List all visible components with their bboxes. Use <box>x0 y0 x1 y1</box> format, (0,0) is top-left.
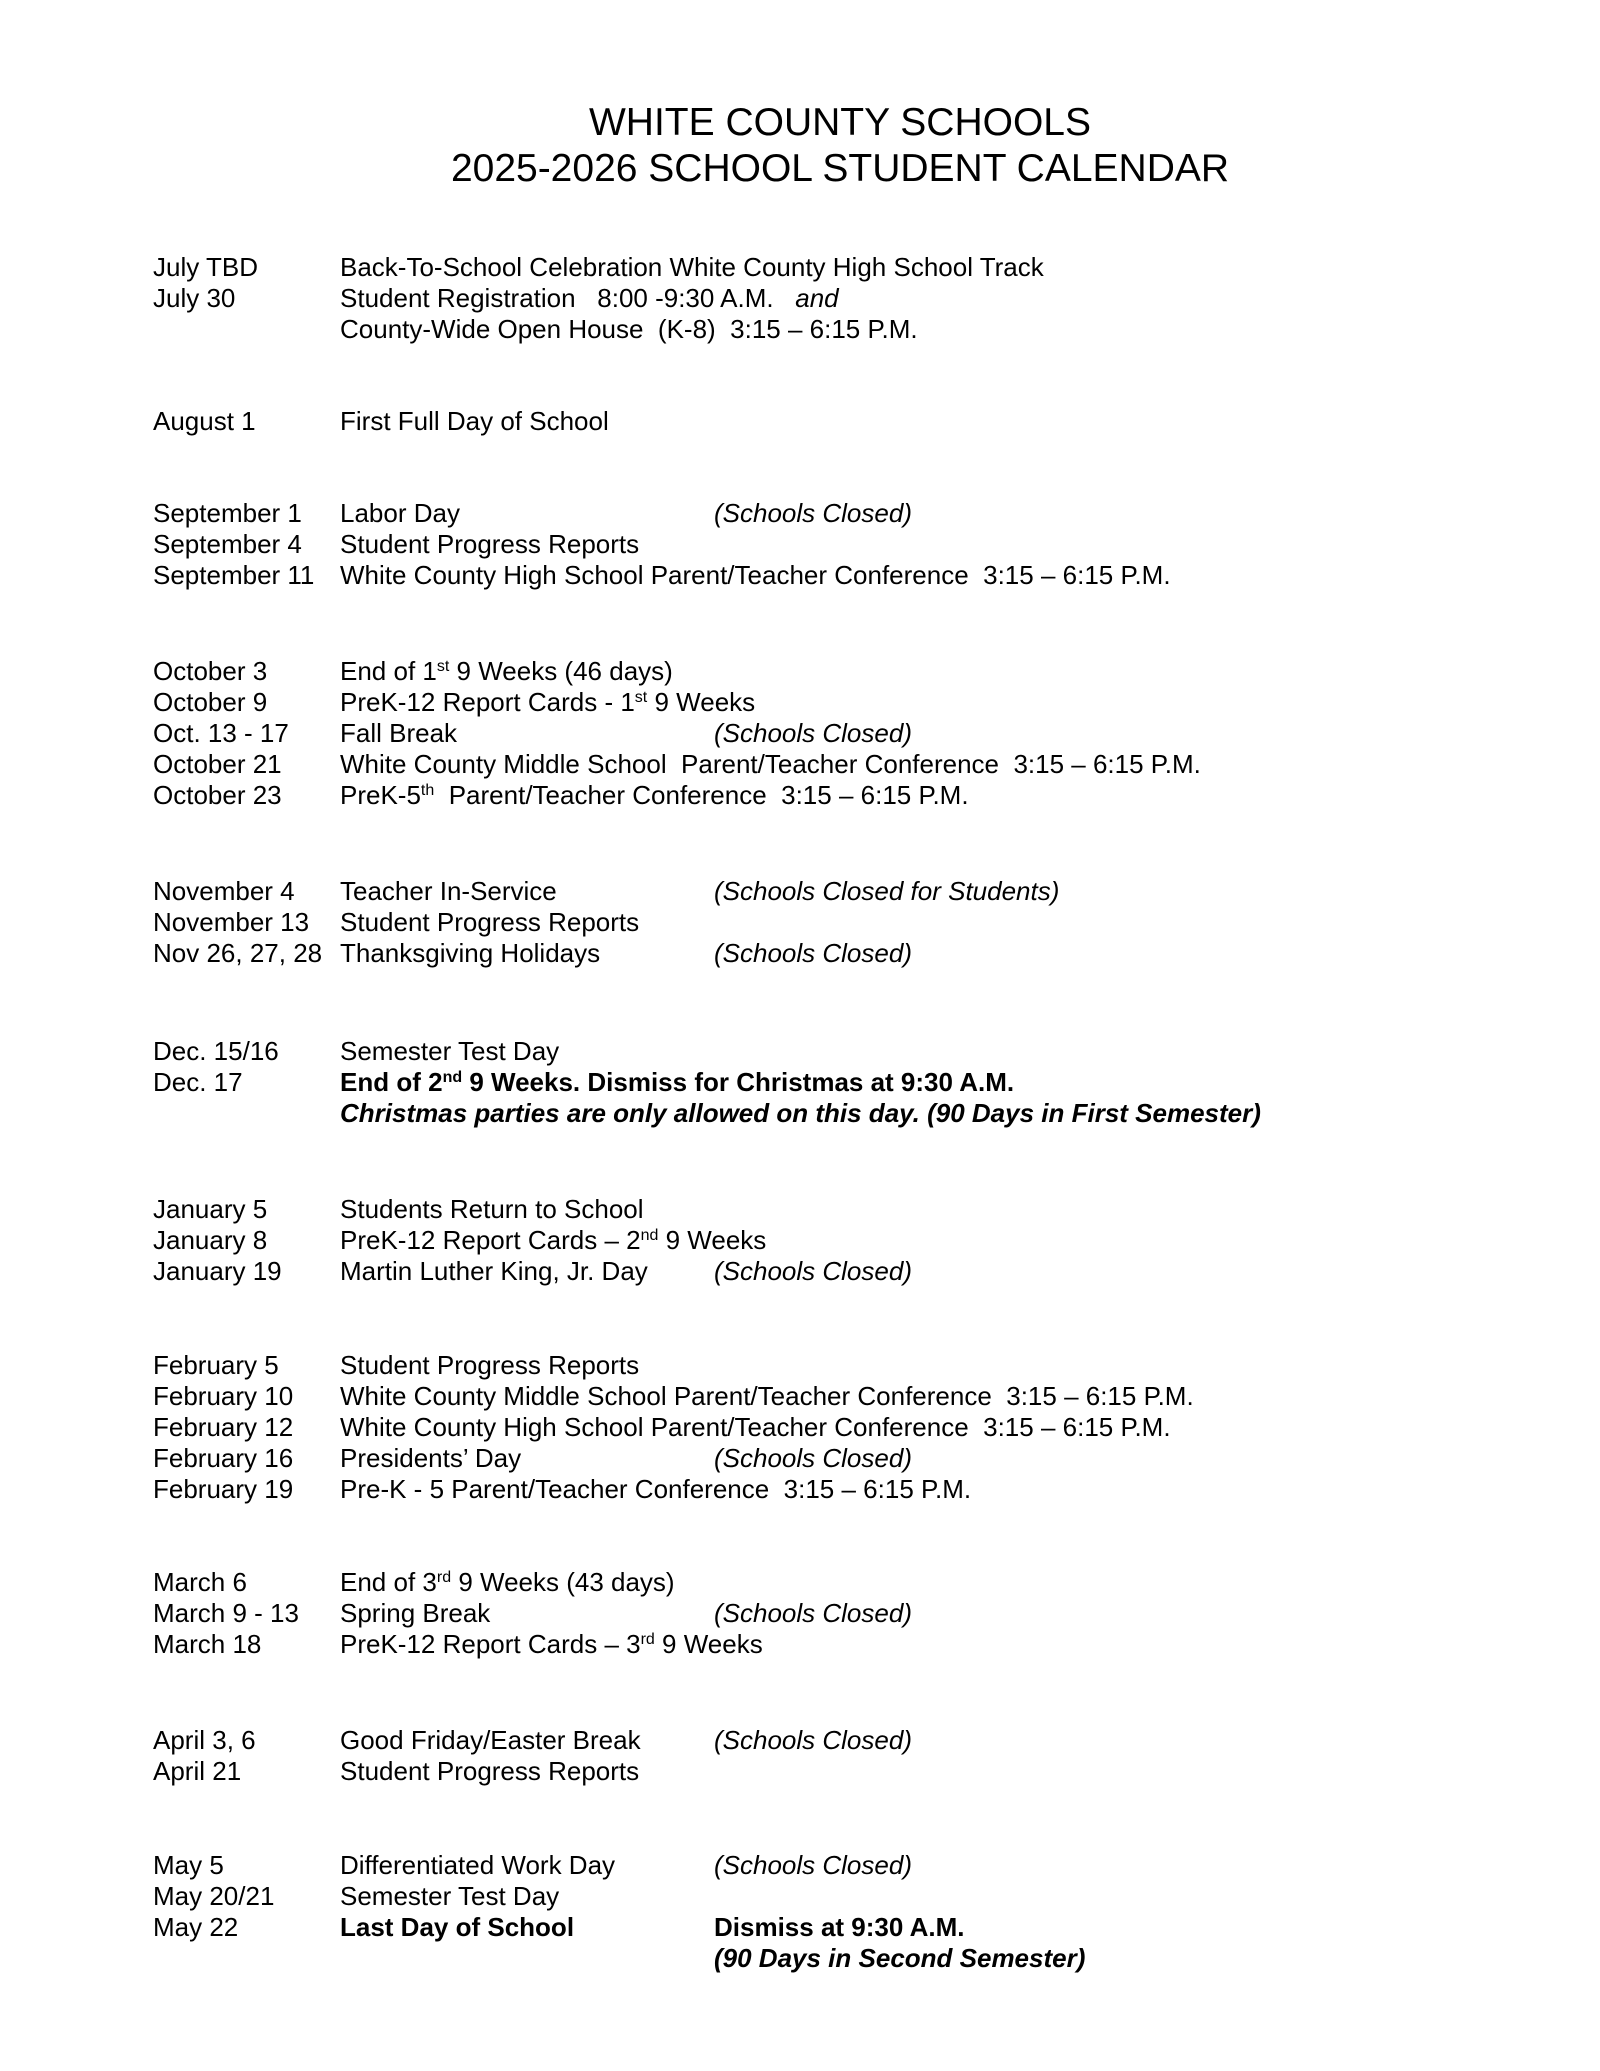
event-description: Student Progress Reports <box>340 1350 640 1380</box>
event-date: October 23 <box>153 780 282 810</box>
calendar-row <box>0 406 1600 437</box>
calendar-row <box>0 907 1600 938</box>
ordinal-superscript: rd <box>640 1631 655 1648</box>
event-date: January 8 <box>153 1225 268 1255</box>
event-description: Teacher In-Service <box>340 876 557 906</box>
event-date: September 11 <box>153 560 315 590</box>
document-title <box>451 100 1229 192</box>
event-description: Back-To-School Celebration White County High School Track <box>340 252 1044 282</box>
event-text: End of 2 <box>340 1067 443 1097</box>
event-note: (Schools Closed) <box>714 1598 912 1628</box>
calendar-row <box>0 1567 1600 1598</box>
event-date: July TBD <box>153 252 258 282</box>
event-date: May 22 <box>153 1912 239 1942</box>
calendar-row <box>0 560 1600 591</box>
event-text: Student Registration 8:00 -9:30 A.M. <box>340 283 796 313</box>
event-text: 9 Weeks (46 days) <box>449 656 673 686</box>
event-date: April 21 <box>153 1756 242 1786</box>
event-text: PreK-12 Report Cards – 3 <box>340 1629 641 1659</box>
event-date: Dec. 15/16 <box>153 1036 279 1066</box>
calendar-row <box>0 1350 1600 1381</box>
event-description: Thanksgiving Holidays <box>340 938 601 968</box>
calendar-row <box>0 1850 1600 1881</box>
event-description: White County High School Parent/Teacher Conference 3:15 – 6:15 P.M. <box>340 560 1171 590</box>
event-date: November 4 <box>153 876 295 906</box>
event-description: Students Return to School <box>340 1194 644 1224</box>
event-date: Nov 26, 27, 28 <box>153 938 323 968</box>
event-text: 9 Weeks <box>658 1225 767 1255</box>
calendar-row <box>0 749 1600 780</box>
event-text: PreK-5 <box>340 780 421 810</box>
event-date: September 4 <box>153 529 302 559</box>
event-description: Fall Break <box>340 718 458 748</box>
event-description <box>340 780 969 815</box>
event-date: April 3, 6 <box>153 1725 256 1755</box>
event-note: (Schools Closed) <box>714 938 912 968</box>
calendar-row <box>0 1036 1600 1067</box>
event-description <box>340 1225 766 1260</box>
event-description <box>340 1067 1014 1102</box>
event-note: (Schools Closed) <box>714 1850 912 1880</box>
event-date: February 12 <box>153 1412 294 1442</box>
event-date: May 20/21 <box>153 1881 275 1911</box>
ordinal-superscript: st <box>436 658 450 675</box>
event-date: Dec. 17 <box>153 1067 243 1097</box>
event-description: Last Day of School <box>340 1912 575 1942</box>
ordinal-superscript: th <box>420 782 435 799</box>
event-description: Christmas parties are only allowed on this day. (90 Days in First Semester) <box>340 1098 1261 1128</box>
calendar-row <box>0 314 1600 345</box>
event-note: (Schools Closed) <box>714 1725 912 1755</box>
event-description: White County Middle School Parent/Teacher Conference 3:15 – 6:15 P.M. <box>340 749 1201 779</box>
event-date: January 19 <box>153 1256 282 1286</box>
event-date: February 19 <box>153 1474 294 1504</box>
event-description: Good Friday/Easter Break <box>340 1725 641 1755</box>
event-text: 9 Weeks. Dismiss for Christmas at 9:30 A.M. <box>462 1067 1015 1097</box>
event-description: Pre-K - 5 Parent/Teacher Conference 3:15 – 6:15 P.M. <box>340 1474 972 1504</box>
event-note: (Schools Closed) <box>714 1256 912 1286</box>
event-description: White County High School Parent/Teacher Conference 3:15 – 6:15 P.M. <box>340 1412 1171 1442</box>
calendar-row <box>0 687 1600 718</box>
event-description <box>340 283 839 314</box>
calendar-row <box>0 1098 1600 1129</box>
calendar-row <box>0 498 1600 529</box>
event-text-italic: and <box>795 283 839 313</box>
calendar-row <box>0 1412 1600 1443</box>
event-date: January 5 <box>153 1194 268 1224</box>
event-description <box>340 687 755 722</box>
event-description: First Full Day of School <box>340 406 609 436</box>
event-text: End of 3 <box>340 1567 437 1597</box>
event-date: March 6 <box>153 1567 247 1597</box>
event-date: September 1 <box>153 498 302 528</box>
event-note: (Schools Closed for Students) <box>714 876 1060 906</box>
event-date: August 1 <box>153 406 256 436</box>
event-date: July 30 <box>153 283 236 313</box>
event-date: October 21 <box>153 749 282 779</box>
event-text: Parent/Teacher Conference 3:15 – 6:15 P.M. <box>434 780 969 810</box>
calendar-row <box>0 1194 1600 1225</box>
ordinal-superscript: rd <box>436 1569 452 1586</box>
ordinal-superscript: nd <box>442 1069 463 1086</box>
event-note: (Schools Closed) <box>714 498 912 528</box>
ordinal-superscript: st <box>634 689 648 706</box>
calendar-row <box>0 656 1600 687</box>
ordinal-superscript: nd <box>640 1227 659 1244</box>
event-date: October 3 <box>153 656 268 686</box>
event-date: Oct. 13 - 17 <box>153 718 289 748</box>
calendar-row <box>0 876 1600 907</box>
calendar-row <box>0 252 1600 283</box>
event-description <box>340 1567 675 1602</box>
event-note: (90 Days in Second Semester) <box>714 1943 1086 1973</box>
calendar-row <box>0 283 1600 314</box>
calendar-row <box>0 1381 1600 1412</box>
event-description: Student Progress Reports <box>340 529 640 559</box>
event-date: November 13 <box>153 907 310 937</box>
calendar-row <box>0 1881 1600 1912</box>
event-description: Semester Test Day <box>340 1036 560 1066</box>
event-description: Differentiated Work Day <box>340 1850 616 1880</box>
event-description: County-Wide Open House (K-8) 3:15 – 6:15 P.M. <box>340 314 918 344</box>
event-date: October 9 <box>153 687 268 717</box>
calendar-row <box>0 1912 1600 1943</box>
event-description: Labor Day <box>340 498 460 528</box>
calendar-row <box>0 1225 1600 1256</box>
event-note: (Schools Closed) <box>714 1443 912 1473</box>
event-description: Presidents’ Day <box>340 1443 522 1473</box>
calendar-row <box>0 1756 1600 1787</box>
document-title-line2: 2025-2026 SCHOOL STUDENT CALENDAR <box>450 147 1230 190</box>
event-description <box>340 1629 763 1664</box>
calendar-row <box>0 1067 1600 1098</box>
event-date: February 16 <box>153 1443 294 1473</box>
event-text: PreK-12 Report Cards - 1 <box>340 687 635 717</box>
calendar-row <box>0 1943 1600 1974</box>
event-description <box>340 656 673 691</box>
calendar-row <box>0 1598 1600 1629</box>
calendar-row <box>0 938 1600 969</box>
event-text: 9 Weeks (43 days) <box>451 1567 675 1597</box>
event-text: End of 1 <box>340 656 437 686</box>
event-text: PreK-12 Report Cards – 2 <box>340 1225 641 1255</box>
document-title-line1: WHITE COUNTY SCHOOLS <box>589 101 1091 144</box>
calendar-row <box>0 1443 1600 1474</box>
event-text: 9 Weeks <box>654 1629 763 1659</box>
event-description: Semester Test Day <box>340 1881 560 1911</box>
event-description: Martin Luther King, Jr. Day <box>340 1256 648 1286</box>
event-date: February 10 <box>153 1381 294 1411</box>
calendar-row <box>0 718 1600 749</box>
event-text: 9 Weeks <box>647 687 756 717</box>
calendar-row <box>0 780 1600 811</box>
event-date: March 9 - 13 <box>153 1598 299 1628</box>
event-note: Dismiss at 9:30 A.M. <box>714 1912 965 1942</box>
calendar-row <box>0 1725 1600 1756</box>
event-note: (Schools Closed) <box>714 718 912 748</box>
calendar-row <box>0 1629 1600 1660</box>
event-description: Student Progress Reports <box>340 1756 640 1786</box>
event-description: Spring Break <box>340 1598 491 1628</box>
event-date: May 5 <box>153 1850 224 1880</box>
calendar-row <box>0 1256 1600 1287</box>
event-date: February 5 <box>153 1350 279 1380</box>
calendar-row <box>0 529 1600 560</box>
event-date: March 18 <box>153 1629 262 1659</box>
event-description: White County Middle School Parent/Teacher Conference 3:15 – 6:15 P.M. <box>340 1381 1194 1411</box>
calendar-row <box>0 1474 1600 1505</box>
event-description: Student Progress Reports <box>340 907 640 937</box>
